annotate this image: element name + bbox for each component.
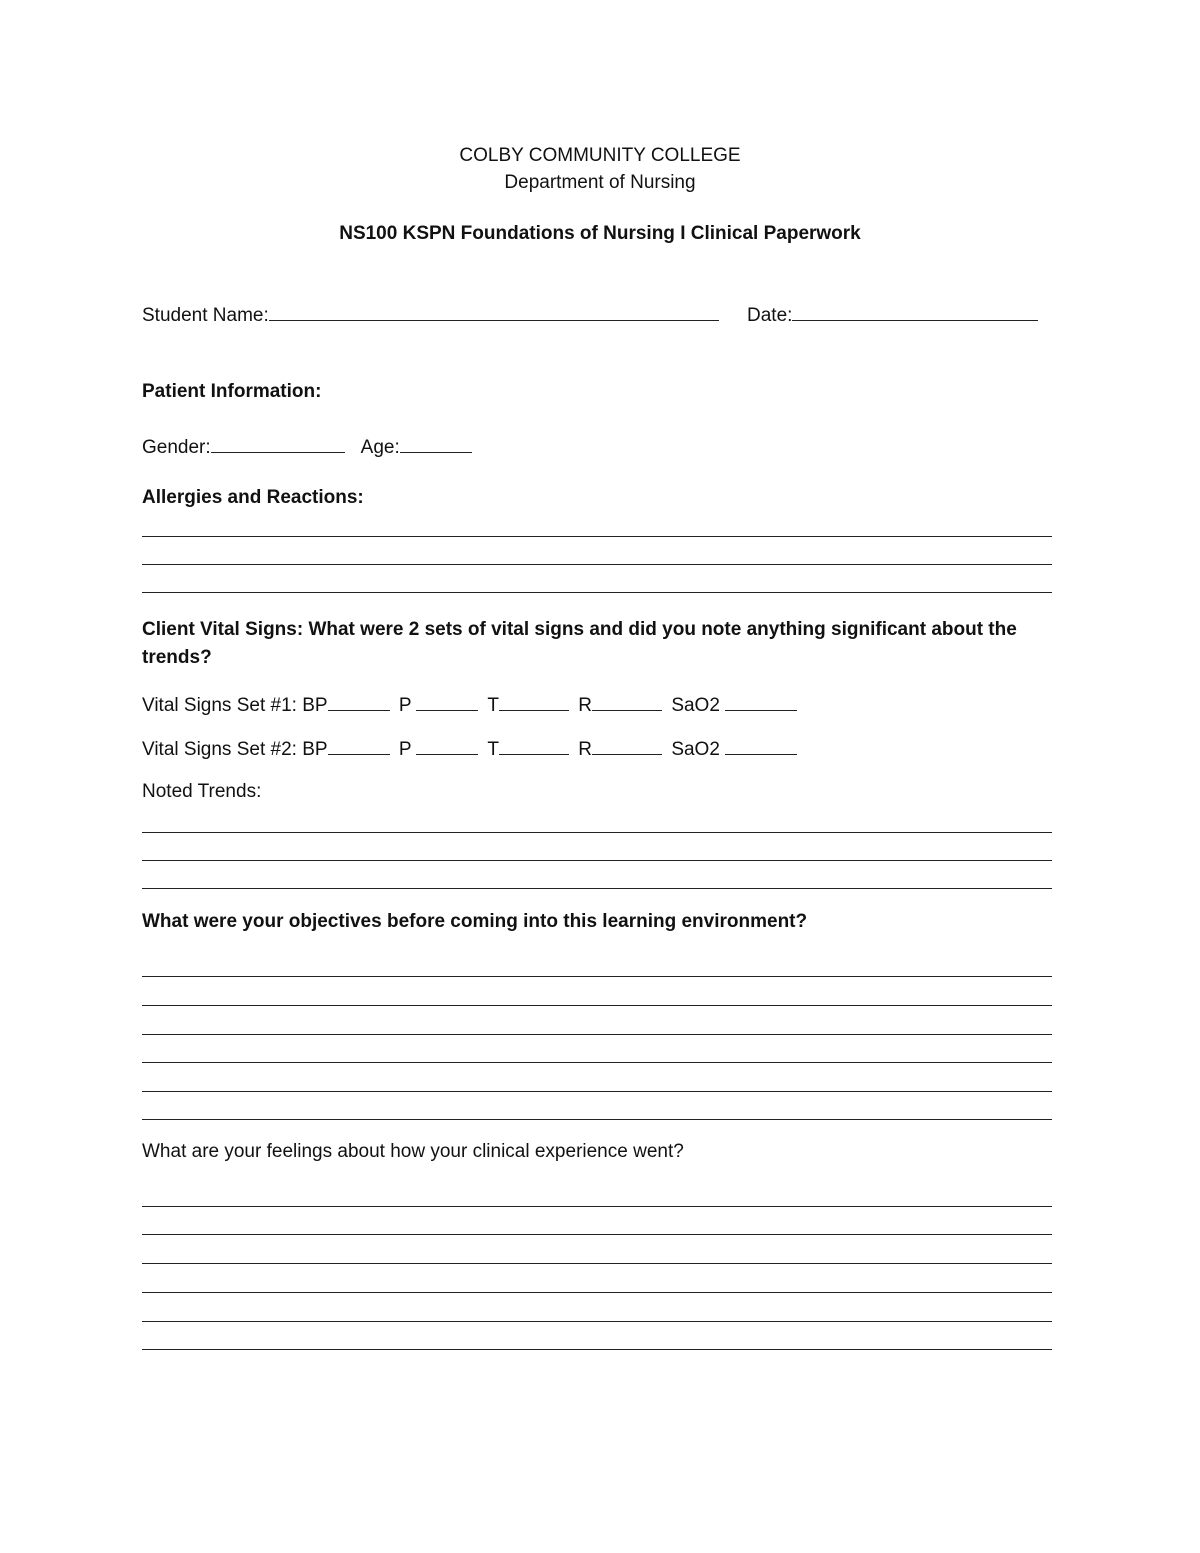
date-row [747, 302, 1042, 328]
age-field[interactable] [400, 434, 472, 453]
temp-label: T [487, 695, 500, 716]
vital-signs-set-1-row [142, 692, 801, 718]
bp-label: BP [302, 695, 328, 716]
vital-set-label: Vital Signs Set #1: [142, 695, 297, 716]
date-field[interactable] [792, 302, 1038, 321]
objectives-line[interactable] [142, 1091, 1052, 1092]
patient-info-heading: Patient Information: [142, 381, 322, 402]
allergies-heading: Allergies and Reactions: [142, 487, 364, 508]
pulse-label: P [398, 695, 412, 716]
gender-label: Gender: [142, 437, 211, 458]
pulse-field[interactable] [416, 736, 478, 755]
vital-signs-set-2-row [142, 736, 801, 762]
resp-field[interactable] [592, 736, 662, 755]
sao2-field[interactable] [725, 736, 797, 755]
vital-set-label: Vital Signs Set #2: [142, 739, 297, 760]
trends-line[interactable] [142, 832, 1052, 833]
trends-line[interactable] [142, 888, 1052, 889]
trends-line[interactable] [142, 860, 1052, 861]
gender-field[interactable] [211, 434, 345, 453]
resp-field[interactable] [592, 692, 662, 711]
objectives-line[interactable] [142, 1119, 1052, 1120]
feelings-line[interactable] [142, 1292, 1052, 1293]
college-name: COLBY COMMUNITY COLLEGE [459, 145, 741, 166]
objectives-line[interactable] [142, 1062, 1052, 1063]
date-label: Date: [747, 305, 793, 326]
resp-label: R [578, 739, 593, 760]
bp-label: BP [302, 739, 328, 760]
vitals-heading-line2: trends? [142, 647, 212, 668]
page-title: NS100 KSPN Foundations of Nursing I Clinical Paperwork [339, 223, 861, 244]
vitals-heading-line1: Client Vital Signs: What were 2 sets of vital signs and did you note anything significant about the [142, 619, 1017, 640]
feelings-line[interactable] [142, 1206, 1052, 1207]
department-name: Department of Nursing [504, 172, 696, 193]
student-name-label: Student Name: [142, 305, 269, 326]
objectives-question: What were your objectives before coming into this learning environment? [142, 911, 808, 932]
student-name-field[interactable] [269, 302, 719, 321]
bp-field[interactable] [328, 692, 390, 711]
objectives-line[interactable] [142, 1034, 1052, 1035]
feelings-line[interactable] [142, 1234, 1052, 1235]
sao2-field[interactable] [725, 692, 797, 711]
allergies-line[interactable] [142, 564, 1052, 565]
resp-label: R [578, 695, 593, 716]
feelings-question: What are your feelings about how your clinical experience went? [142, 1141, 684, 1162]
sao2-label: SaO2 [671, 695, 720, 716]
bp-field[interactable] [328, 736, 390, 755]
feelings-line[interactable] [142, 1321, 1052, 1322]
pulse-field[interactable] [416, 692, 478, 711]
sao2-label: SaO2 [671, 739, 720, 760]
temp-field[interactable] [499, 736, 569, 755]
temp-label: T [487, 739, 500, 760]
pulse-label: P [398, 739, 412, 760]
student-name-row [142, 302, 723, 328]
temp-field[interactable] [499, 692, 569, 711]
allergies-line[interactable] [142, 592, 1052, 593]
allergies-line[interactable] [142, 536, 1052, 537]
feelings-line[interactable] [142, 1349, 1052, 1350]
age-label: Age: [360, 437, 400, 458]
objectives-line[interactable] [142, 1005, 1052, 1006]
objectives-line[interactable] [142, 976, 1052, 977]
feelings-line[interactable] [142, 1263, 1052, 1264]
noted-trends-label: Noted Trends: [142, 781, 262, 802]
gender-age-row [142, 434, 476, 460]
